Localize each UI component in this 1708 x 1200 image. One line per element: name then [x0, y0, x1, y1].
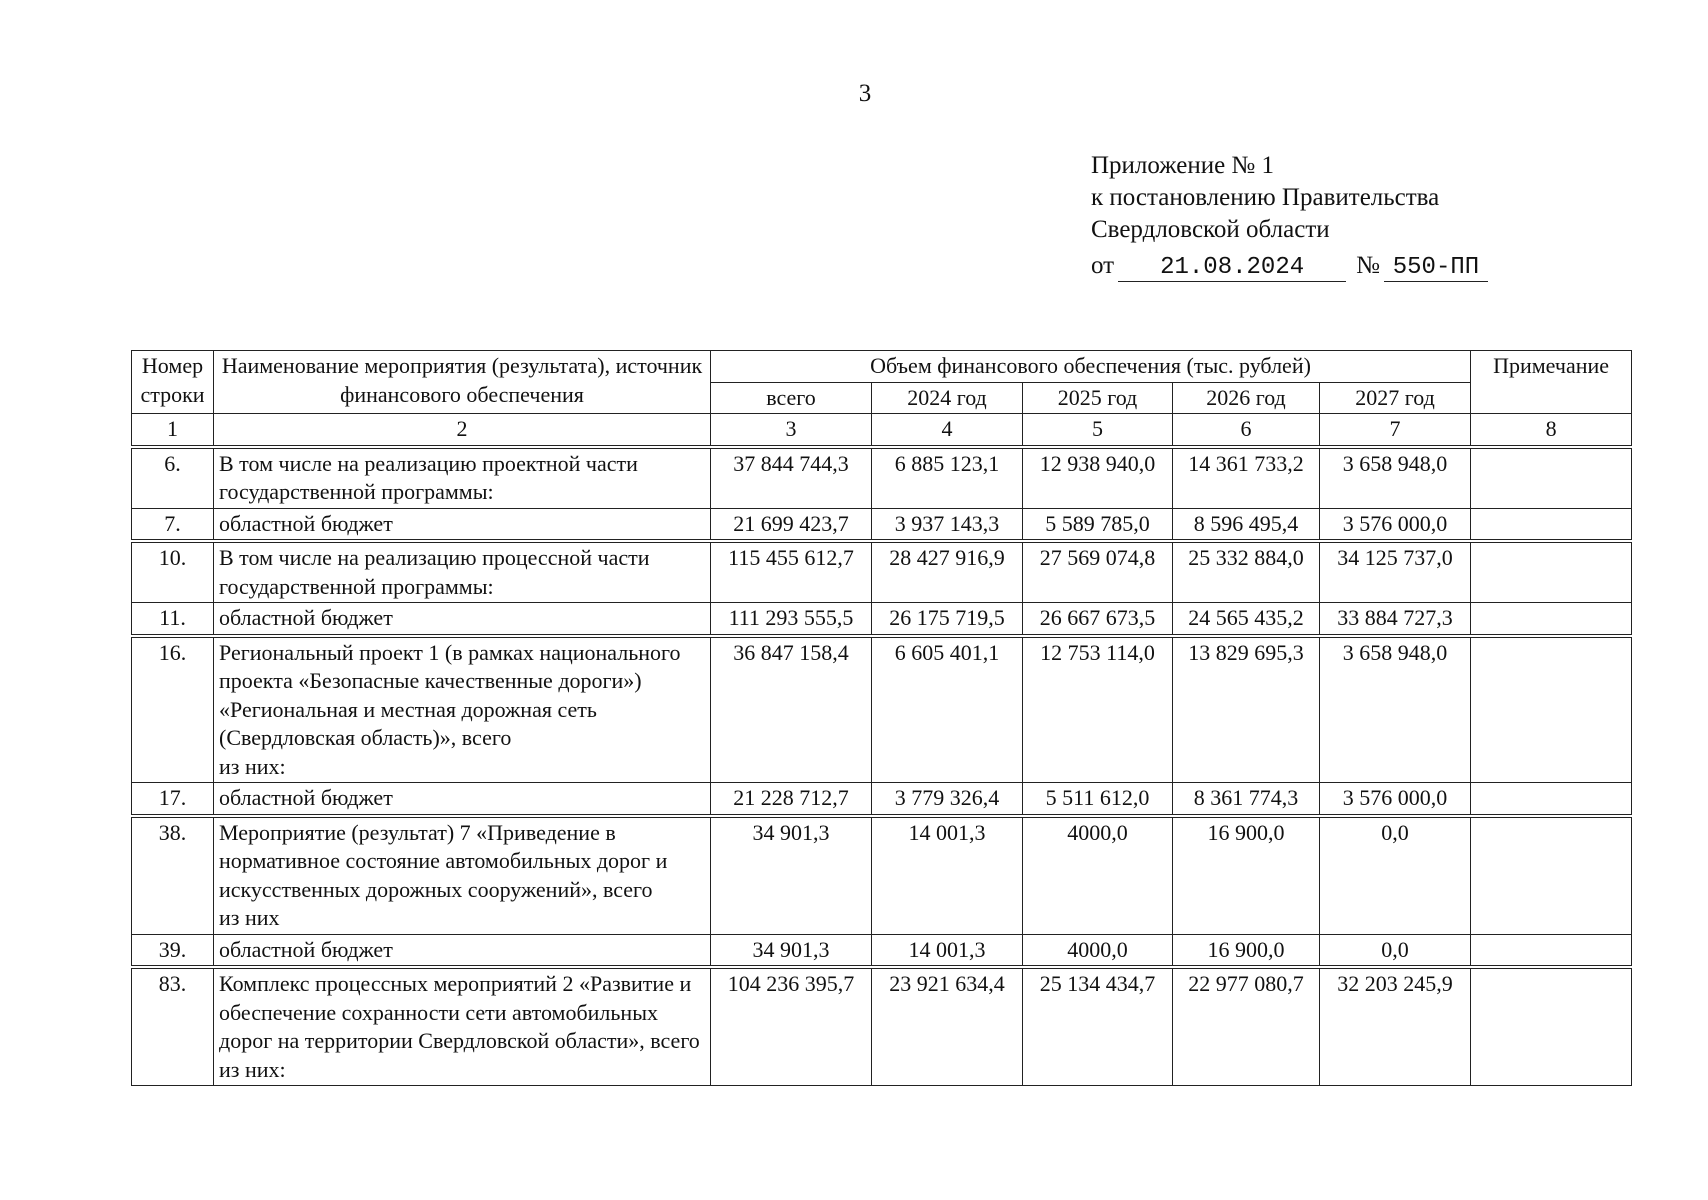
column-number: 4	[872, 414, 1023, 447]
value-2027: 32 203 245,9	[1320, 967, 1471, 1086]
row-name: В том числе на реализацию проектной части государственной программы:	[214, 447, 711, 509]
row-number: 11.	[132, 603, 214, 636]
value-2024: 6 605 401,1	[872, 636, 1023, 783]
value-2027: 0,0	[1320, 934, 1471, 967]
value-2027: 3 658 948,0	[1320, 447, 1471, 509]
column-number: 8	[1471, 414, 1632, 447]
header-total: всего	[711, 382, 872, 414]
row-number: 39.	[132, 934, 214, 967]
value-2025: 25 134 434,7	[1023, 967, 1173, 1086]
value-2027: 3 576 000,0	[1320, 783, 1471, 816]
value-2024: 28 427 916,9	[872, 541, 1023, 603]
value-2026: 14 361 733,2	[1173, 447, 1320, 509]
value-2025: 4000,0	[1023, 934, 1173, 967]
value-2025: 4000,0	[1023, 816, 1173, 935]
row-name: Комплекс процессных мероприятий 2 «Развитие и обеспечение сохранности сети автомобильных дорог на территории Свердловской области», всего	[219, 971, 700, 1053]
table-row	[132, 934, 1632, 967]
appendix-resolution-line: к постановлению Правительства	[1091, 184, 1440, 211]
value-2024: 3 937 143,3	[872, 508, 1023, 541]
row-number: 6.	[132, 447, 214, 509]
appendix-date-number-line	[1091, 246, 1651, 282]
header-row-1	[132, 351, 1632, 383]
value-2027: 3 658 948,0	[1320, 636, 1471, 783]
column-number-row	[132, 414, 1632, 447]
column-number: 5	[1023, 414, 1173, 447]
row-note	[1471, 541, 1632, 603]
row-name: областной бюджет	[214, 934, 711, 967]
row-note	[1471, 636, 1632, 783]
column-number: 7	[1320, 414, 1471, 447]
value-2026: 13 829 695,3	[1173, 636, 1320, 783]
appendix-title: Приложение № 1	[1091, 152, 1275, 179]
row-name: Региональный проект 1 (в рамках национального проекта «Безопасные качественные дороги») «Региональная и местная дорожная сеть (Свердловская область)», всего	[219, 639, 681, 750]
value-total: 111 293 555,5	[711, 603, 872, 636]
value-total: 21 699 423,7	[711, 508, 872, 541]
row-note	[1471, 447, 1632, 509]
row-number: 7.	[132, 508, 214, 541]
value-2024: 23 921 634,4	[872, 967, 1023, 1086]
header-2026: 2026 год	[1173, 382, 1320, 414]
row-number: 17.	[132, 783, 214, 816]
row-number: 10.	[132, 541, 214, 603]
row-note	[1471, 603, 1632, 636]
value-2024: 6 885 123,1	[872, 447, 1023, 509]
column-number: 3	[711, 414, 872, 447]
date-prefix: от	[1091, 252, 1115, 279]
table-row	[132, 541, 1632, 603]
column-number: 2	[214, 414, 711, 447]
header-funding-group: Объем финансового обеспечения (тыс. рублей)	[711, 351, 1471, 383]
value-2026: 22 977 080,7	[1173, 967, 1320, 1086]
row-name: областной бюджет	[214, 783, 711, 816]
value-2026: 8 361 774,3	[1173, 783, 1320, 816]
header-2027: 2027 год	[1320, 382, 1471, 414]
value-total: 34 901,3	[711, 816, 872, 935]
row-name-sub: из них	[219, 905, 280, 930]
value-2025: 27 569 074,8	[1023, 541, 1173, 603]
value-2026: 25 332 884,0	[1173, 541, 1320, 603]
number-prefix: №	[1356, 252, 1380, 279]
table-row	[132, 447, 1632, 509]
header-2024: 2024 год	[872, 382, 1023, 414]
row-name: Мероприятие (результат) 7 «Приведение в нормативное состояние автомобильных дорог и искусственных дорожных сооружений», всего	[219, 819, 668, 902]
value-2025: 12 753 114,0	[1023, 636, 1173, 783]
funding-table	[131, 350, 1632, 1086]
row-name: областной бюджет	[214, 508, 711, 541]
document-date: 21.08.2024	[1118, 255, 1346, 282]
row-name: областной бюджет	[214, 603, 711, 636]
header-name: Наименование мероприятия (результата), источник финансового обеспечения	[214, 351, 711, 414]
value-2026: 16 900,0	[1173, 934, 1320, 967]
header-2025: 2025 год	[1023, 382, 1173, 414]
document-number: 550-ПП	[1384, 255, 1488, 282]
row-note	[1471, 783, 1632, 816]
value-2025: 5 589 785,0	[1023, 508, 1173, 541]
value-2026: 8 596 495,4	[1173, 508, 1320, 541]
row-note	[1471, 934, 1632, 967]
value-2024: 14 001,3	[872, 816, 1023, 935]
value-2027: 34 125 737,0	[1320, 541, 1471, 603]
row-number: 16.	[132, 636, 214, 783]
value-2025: 26 667 673,5	[1023, 603, 1173, 636]
appendix-region-line: Свердловской области	[1091, 216, 1330, 243]
table-row	[132, 636, 1632, 783]
value-2026: 16 900,0	[1173, 816, 1320, 935]
table-row	[132, 603, 1632, 636]
value-total: 21 228 712,7	[711, 783, 872, 816]
value-2027: 33 884 727,3	[1320, 603, 1471, 636]
table-row	[132, 508, 1632, 541]
value-2024: 26 175 719,5	[872, 603, 1023, 636]
value-total: 37 844 744,3	[711, 447, 872, 509]
row-note	[1471, 967, 1632, 1086]
row-number: 38.	[132, 816, 214, 935]
column-number: 1	[132, 414, 214, 447]
row-note	[1471, 508, 1632, 541]
appendix-block	[1091, 150, 1651, 282]
value-total: 104 236 395,7	[711, 967, 872, 1086]
table-row	[132, 967, 1632, 1086]
header-note: Примечание	[1471, 351, 1632, 414]
row-note	[1471, 816, 1632, 935]
value-total: 36 847 158,4	[711, 636, 872, 783]
row-number: 83.	[132, 967, 214, 1086]
value-2025: 12 938 940,0	[1023, 447, 1173, 509]
value-2027: 0,0	[1320, 816, 1471, 935]
value-2026: 24 565 435,2	[1173, 603, 1320, 636]
column-number: 6	[1173, 414, 1320, 447]
row-name-sub: из них:	[219, 1056, 286, 1082]
table-row	[132, 783, 1632, 816]
value-2024: 14 001,3	[872, 934, 1023, 967]
row-name-cell	[214, 967, 711, 1086]
table-row	[132, 816, 1632, 935]
value-total: 115 455 612,7	[711, 541, 872, 603]
value-total: 34 901,3	[711, 934, 872, 967]
row-name-sub: из них:	[219, 753, 286, 779]
value-2025: 5 511 612,0	[1023, 783, 1173, 816]
value-2027: 3 576 000,0	[1320, 508, 1471, 541]
header-row-number: Номер строки	[132, 351, 214, 414]
row-name-cell	[214, 636, 711, 783]
page-number: 3	[858, 80, 872, 107]
row-name-cell	[214, 816, 711, 935]
value-2024: 3 779 326,4	[872, 783, 1023, 816]
row-name: В том числе на реализацию процессной части государственной программы:	[214, 541, 711, 603]
